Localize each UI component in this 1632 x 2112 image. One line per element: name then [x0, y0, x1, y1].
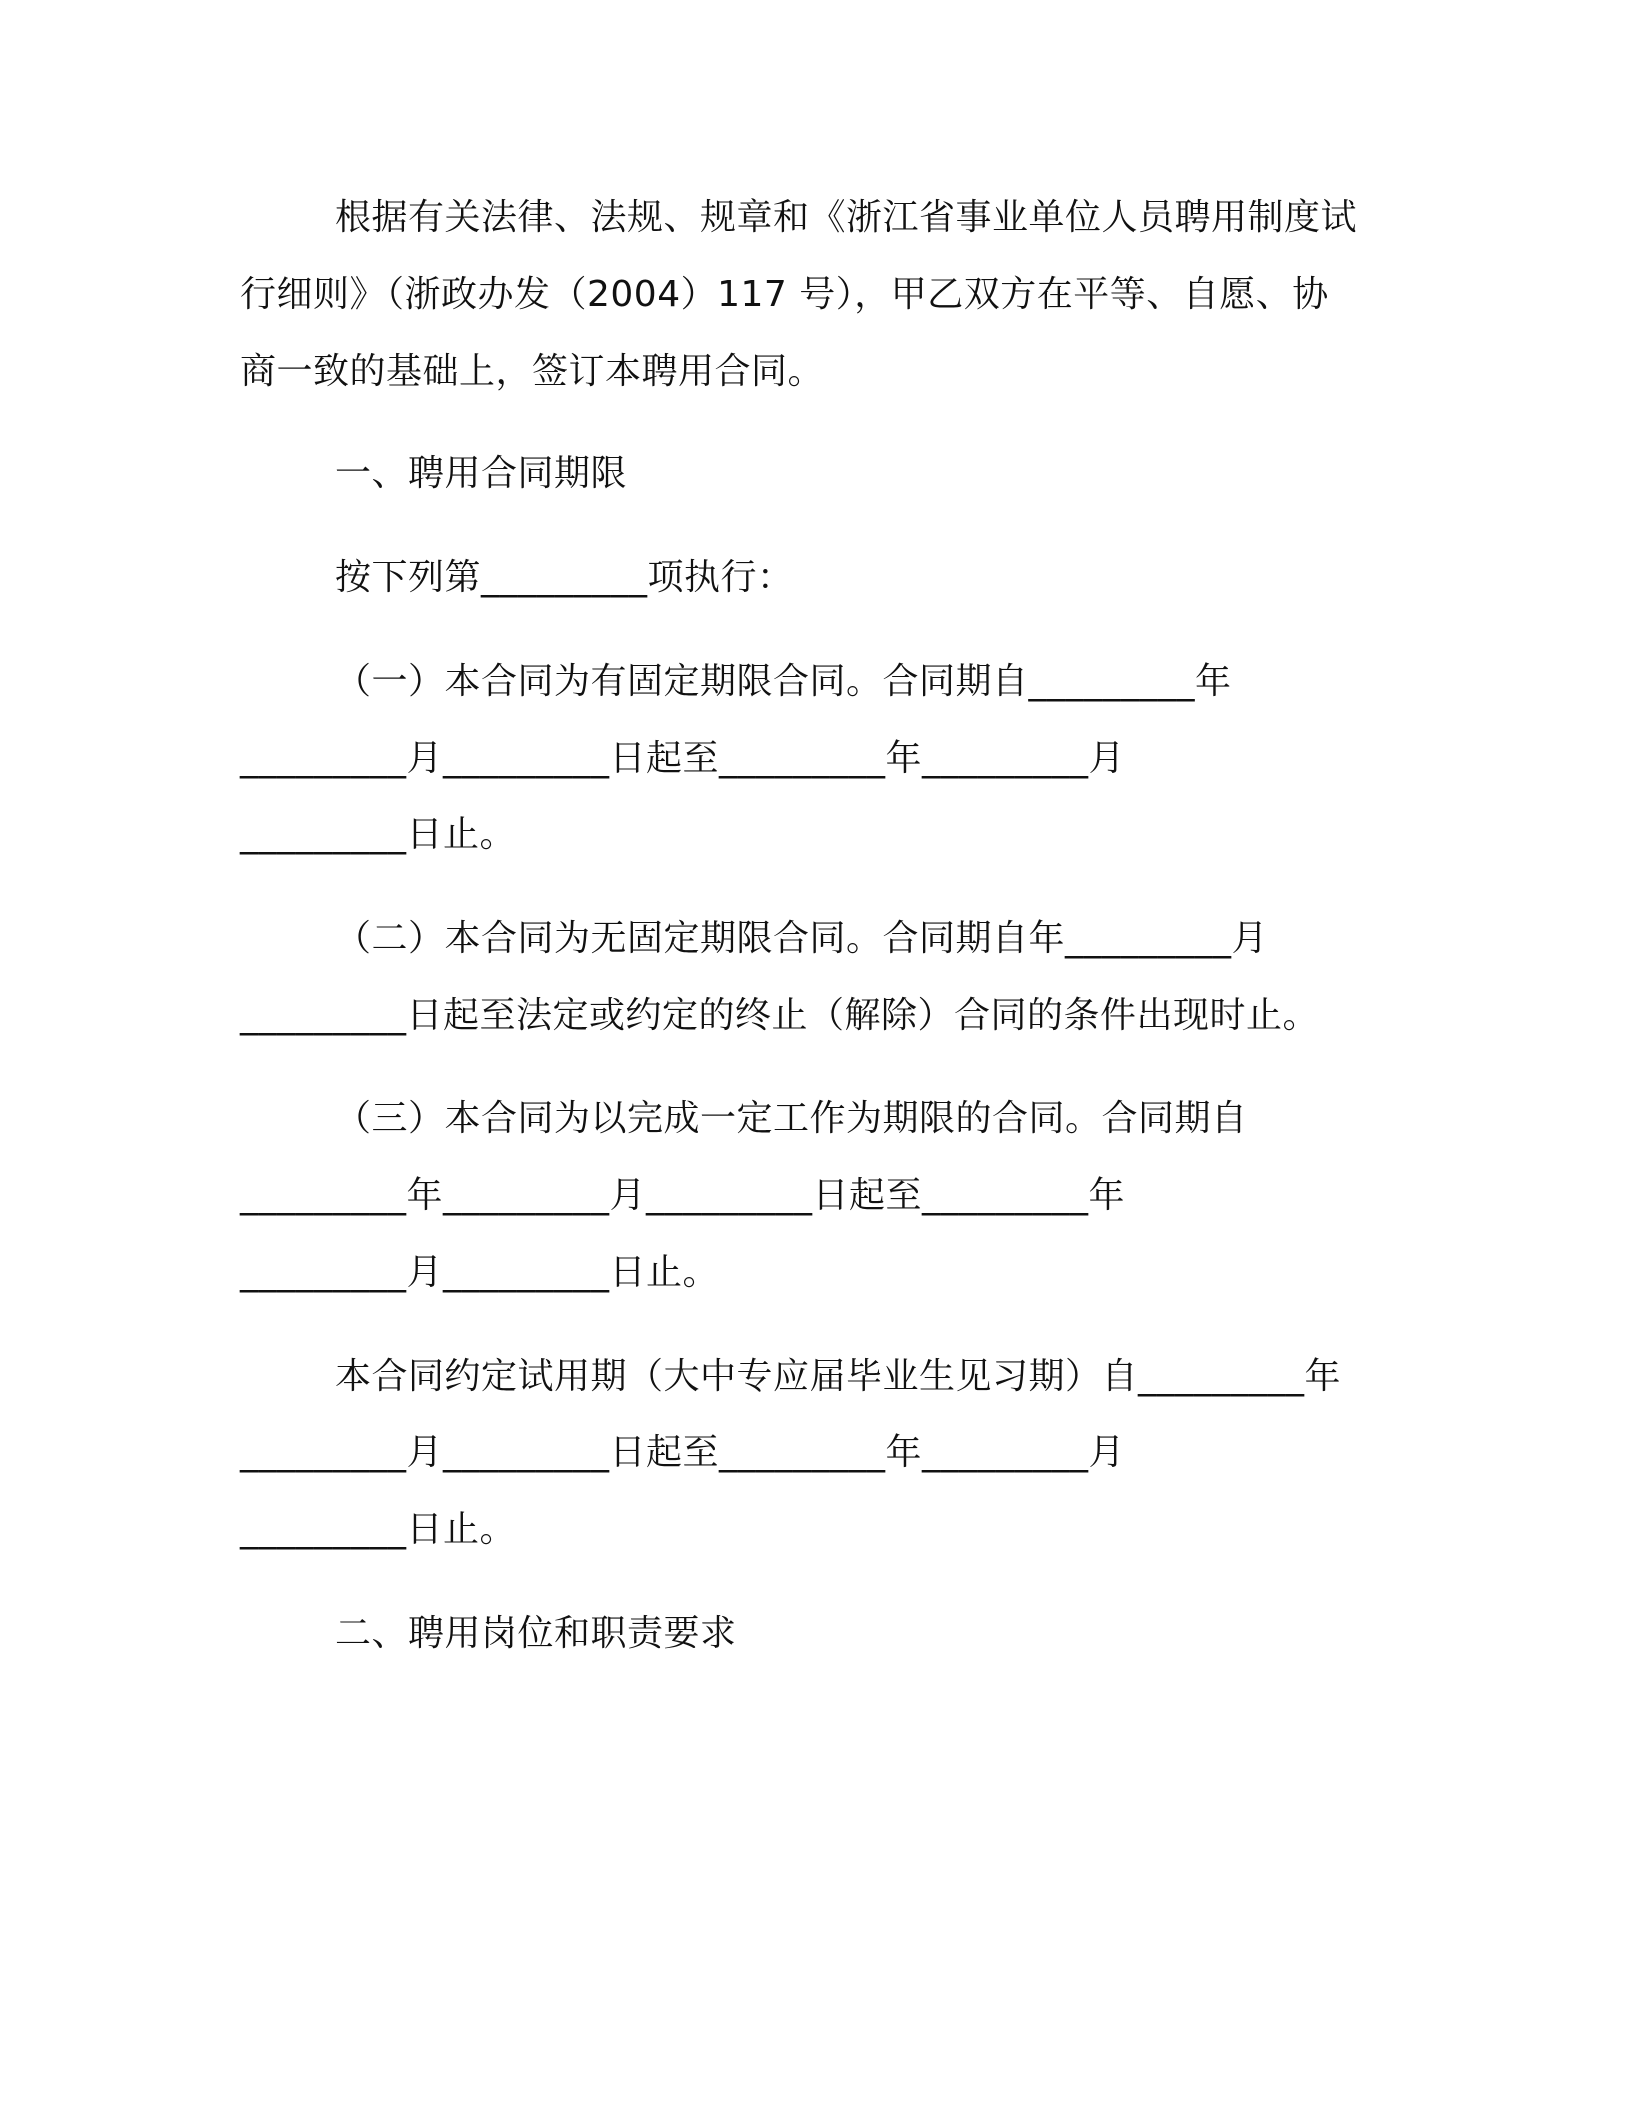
clause-1-line-3: _________日止。	[240, 814, 517, 855]
clause-3-line-2: _________年_________月_________日起至_________年	[240, 1175, 1126, 1216]
probation-line-1: 本合同约定试用期（大中专应届毕业生见习期）自_________年	[335, 1356, 1342, 1397]
clause-1-line-1: （一）本合同为有固定期限合同。合同期自_________年	[335, 661, 1232, 702]
execute-item-line: 按下列第_________项执行：	[335, 557, 794, 598]
clause-2-line-1: （二）本合同为无固定期限合同。合同期自年_________月	[335, 918, 1269, 959]
probation-line-2: _________月_________日起至_________年_________月	[240, 1432, 1126, 1473]
preamble-line-2: 行细则》（浙政办发（2004）117 号），甲乙双方在平等、自愿、协	[240, 274, 1329, 315]
clause-2-line-2: _________日起至法定或约定的终止（解除）合同的条件出现时止。	[240, 995, 1320, 1036]
probation-line-3: _________日止。	[240, 1509, 517, 1550]
preamble-line-3: 商一致的基础上，签订本聘用合同。	[240, 351, 825, 392]
section-1-heading: 一、聘用合同期限	[335, 453, 628, 494]
section-2-heading: 二、聘用岗位和职责要求	[335, 1613, 737, 1654]
clause-3-line-1: （三）本合同为以完成一定工作为期限的合同。合同期自	[335, 1098, 1248, 1139]
clause-1-line-2: _________月_________日起至_________年_________月	[240, 738, 1126, 779]
preamble-line-1: 根据有关法律、法规、规章和《浙江省事业单位人员聘用制度试	[335, 197, 1358, 238]
clause-3-line-3: _________月_________日止。	[240, 1252, 720, 1293]
